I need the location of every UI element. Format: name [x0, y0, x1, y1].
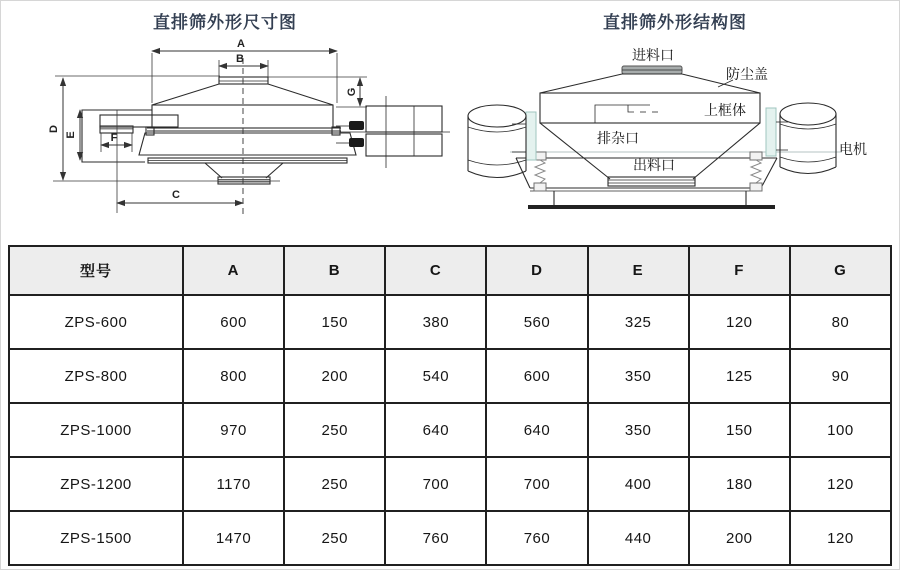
- cell-b: 250: [284, 403, 385, 457]
- dust-cover-label: 防尘盖: [726, 66, 768, 82]
- structure-drawing-svg: [450, 0, 900, 240]
- table-row: [9, 349, 891, 403]
- cell-c: 700: [385, 457, 486, 511]
- dim-label-g: G: [346, 87, 358, 97]
- cell-b: 150: [284, 295, 385, 349]
- cell-e: 440: [588, 511, 689, 565]
- discharge-outlet-label: 出料口: [633, 157, 675, 173]
- cell-g: 120: [790, 457, 891, 511]
- table-row: [9, 457, 891, 511]
- col-header-c: C: [385, 246, 486, 295]
- table-row: [9, 403, 891, 457]
- motor-left: [468, 105, 536, 178]
- cell-d: 600: [486, 349, 587, 403]
- cell-e: 350: [588, 349, 689, 403]
- cell-f: 150: [689, 403, 790, 457]
- cell-model: ZPS-600: [9, 295, 183, 349]
- dim-label-d: D: [48, 125, 60, 133]
- dim-label-a: A: [237, 38, 245, 50]
- dimension-drawing-svg: [0, 0, 450, 240]
- cell-model: ZPS-1000: [9, 403, 183, 457]
- col-header-f: F: [689, 246, 790, 295]
- col-header-e: E: [588, 246, 689, 295]
- dim-label-c: C: [172, 189, 180, 201]
- dim-label-e: E: [65, 131, 77, 139]
- cell-d: 760: [486, 511, 587, 565]
- dim-label-b: B: [236, 53, 244, 65]
- cell-b: 200: [284, 349, 385, 403]
- table-header-row: [9, 246, 891, 295]
- cell-g: 120: [790, 511, 891, 565]
- motor-right: [766, 103, 836, 174]
- table-row: [9, 295, 891, 349]
- col-header-d: D: [486, 246, 587, 295]
- col-header-g: G: [790, 246, 891, 295]
- cell-c: 380: [385, 295, 486, 349]
- cell-d: 560: [486, 295, 587, 349]
- cell-b: 250: [284, 457, 385, 511]
- dimension-diagram: [0, 0, 450, 240]
- cell-d: 700: [486, 457, 587, 511]
- cell-g: 100: [790, 403, 891, 457]
- cell-b: 250: [284, 511, 385, 565]
- col-header-model: 型号: [9, 246, 183, 295]
- cell-f: 125: [689, 349, 790, 403]
- cell-c: 540: [385, 349, 486, 403]
- col-header-a: A: [183, 246, 284, 295]
- cell-a: 600: [183, 295, 284, 349]
- cell-model: ZPS-800: [9, 349, 183, 403]
- cell-g: 80: [790, 295, 891, 349]
- cell-f: 180: [689, 457, 790, 511]
- impurity-outlet-label: 排杂口: [597, 130, 639, 146]
- structure-diagram-title: 直排筛外形结构图: [603, 13, 747, 32]
- cell-f: 120: [689, 295, 790, 349]
- cell-a: 800: [183, 349, 284, 403]
- table-row: [9, 511, 891, 565]
- spring-right: [750, 152, 762, 191]
- cell-c: 760: [385, 511, 486, 565]
- machine-outline: [82, 77, 356, 184]
- col-header-b: B: [284, 246, 385, 295]
- cell-e: 400: [588, 457, 689, 511]
- cell-d: 640: [486, 403, 587, 457]
- cell-a: 1470: [183, 511, 284, 565]
- motor-label: 电机: [839, 141, 867, 157]
- cell-e: 325: [588, 295, 689, 349]
- spec-table: [8, 245, 892, 566]
- cell-e: 350: [588, 403, 689, 457]
- dimension-diagram-title: 直排筛外形尺寸图: [153, 13, 297, 32]
- dim-label-f: F: [110, 132, 118, 144]
- upper-frame-label: 上框体: [704, 102, 746, 118]
- cell-f: 200: [689, 511, 790, 565]
- cell-model: ZPS-1200: [9, 457, 183, 511]
- cell-a: 970: [183, 403, 284, 457]
- cell-model: ZPS-1500: [9, 511, 183, 565]
- cell-a: 1170: [183, 457, 284, 511]
- cell-c: 640: [385, 403, 486, 457]
- cell-g: 90: [790, 349, 891, 403]
- structure-diagram: [450, 0, 900, 240]
- feed-inlet-label: 进料口: [632, 47, 674, 63]
